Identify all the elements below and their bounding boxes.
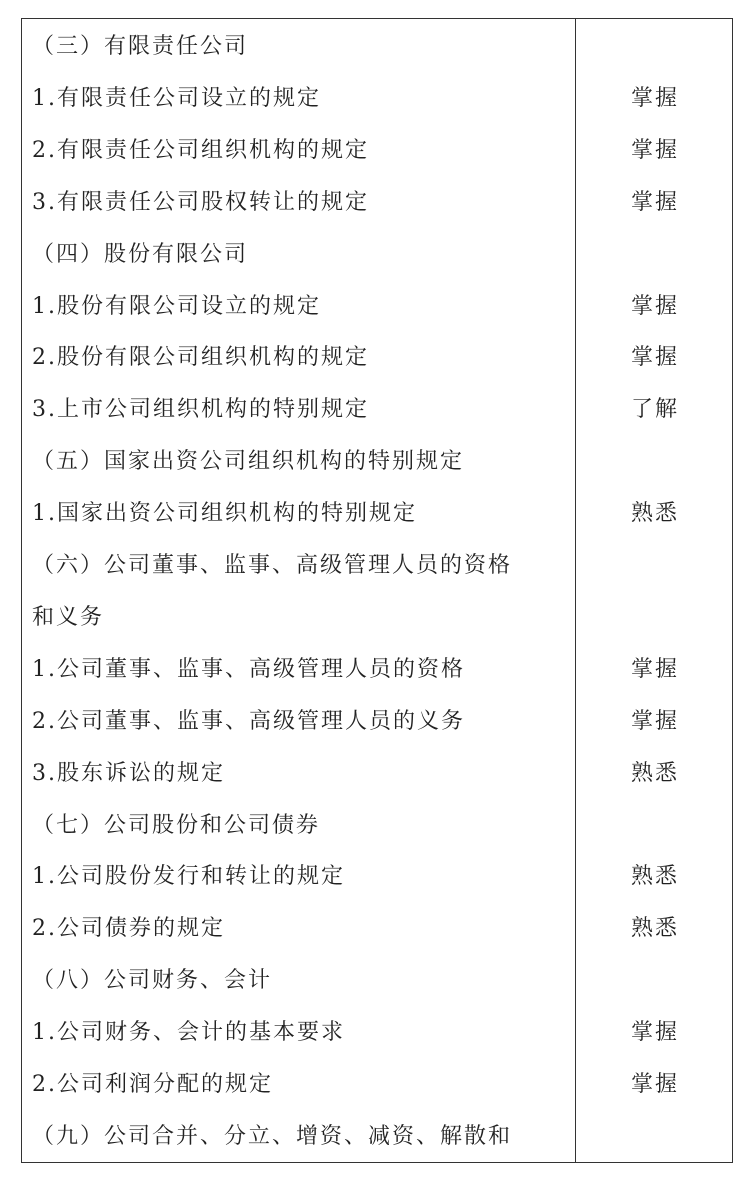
level-text: 掌握 — [630, 137, 679, 163]
table-row — [21, 1011, 733, 1051]
topic-text: （九）公司合并、分立、增资、减资、解散和 — [32, 1123, 513, 1149]
level-text: 熟悉 — [630, 501, 679, 527]
topic-text: 3.上市公司组织机构的特别规定 — [32, 397, 369, 423]
topic-text: （七）公司股份和公司债券 — [32, 812, 321, 838]
table-row — [21, 804, 733, 844]
topic-text: 1.股份有限公司设立的规定 — [32, 293, 321, 319]
table-row — [21, 907, 733, 947]
table-row — [21, 855, 733, 895]
table-row — [21, 336, 733, 376]
level-text: 熟悉 — [630, 760, 679, 786]
level-text: 熟悉 — [630, 916, 679, 942]
topic-text: 1.公司股份发行和转让的规定 — [32, 864, 345, 890]
level-text: 熟悉 — [630, 864, 679, 890]
table-row — [21, 440, 733, 480]
topic-text: （五）国家出资公司组织机构的特别规定 — [32, 449, 465, 475]
topic-text: 3.有限责任公司股权转让的规定 — [32, 189, 369, 215]
topic-text: 2.公司债券的规定 — [32, 916, 225, 942]
table-row — [21, 1063, 733, 1103]
table-row — [21, 285, 733, 325]
topic-text: 和义务 — [32, 604, 105, 630]
topic-text: （四）股份有限公司 — [32, 241, 249, 267]
topic-text: 3.股东诉讼的规定 — [32, 760, 225, 786]
level-text: 掌握 — [630, 293, 679, 319]
topic-text: 1.公司董事、监事、高级管理人员的资格 — [32, 656, 465, 682]
topic-text: 1.国家出资公司组织机构的特别规定 — [32, 501, 417, 527]
topic-text: 2.公司利润分配的规定 — [32, 1072, 273, 1097]
table-row — [21, 596, 733, 636]
table-row — [21, 959, 733, 999]
topic-text: 2.股份有限公司组织机构的规定 — [32, 345, 369, 371]
table-row — [21, 752, 733, 792]
table-row — [21, 25, 733, 65]
topic-text: 2.公司董事、监事、高级管理人员的义务 — [32, 708, 465, 734]
table-row — [21, 388, 733, 428]
table-row — [21, 492, 733, 532]
topic-text: （三）有限责任公司 — [32, 34, 249, 59]
topic-text: （八）公司财务、会计 — [32, 968, 273, 994]
topic-text: 1.有限责任公司设立的规定 — [32, 85, 321, 111]
table-row — [21, 233, 733, 273]
topic-text: 2.有限责任公司组织机构的规定 — [32, 137, 369, 163]
level-text: 掌握 — [630, 189, 679, 215]
level-text: 掌握 — [630, 1072, 679, 1097]
table-row — [21, 77, 733, 117]
table-row — [21, 648, 733, 688]
level-text: 掌握 — [630, 656, 679, 682]
table-row — [21, 1115, 733, 1155]
level-text: 掌握 — [630, 1020, 679, 1046]
table-row — [21, 129, 733, 169]
level-text: 掌握 — [630, 345, 679, 371]
table-row — [21, 544, 733, 584]
topic-text: 1.公司财务、会计的基本要求 — [32, 1020, 345, 1046]
level-text: 了解 — [630, 397, 679, 423]
level-text: 掌握 — [630, 85, 679, 111]
table-row — [21, 181, 733, 221]
level-text: 掌握 — [630, 708, 679, 734]
topic-text: （六）公司董事、监事、高级管理人员的资格 — [32, 553, 513, 578]
table-row — [21, 700, 733, 740]
